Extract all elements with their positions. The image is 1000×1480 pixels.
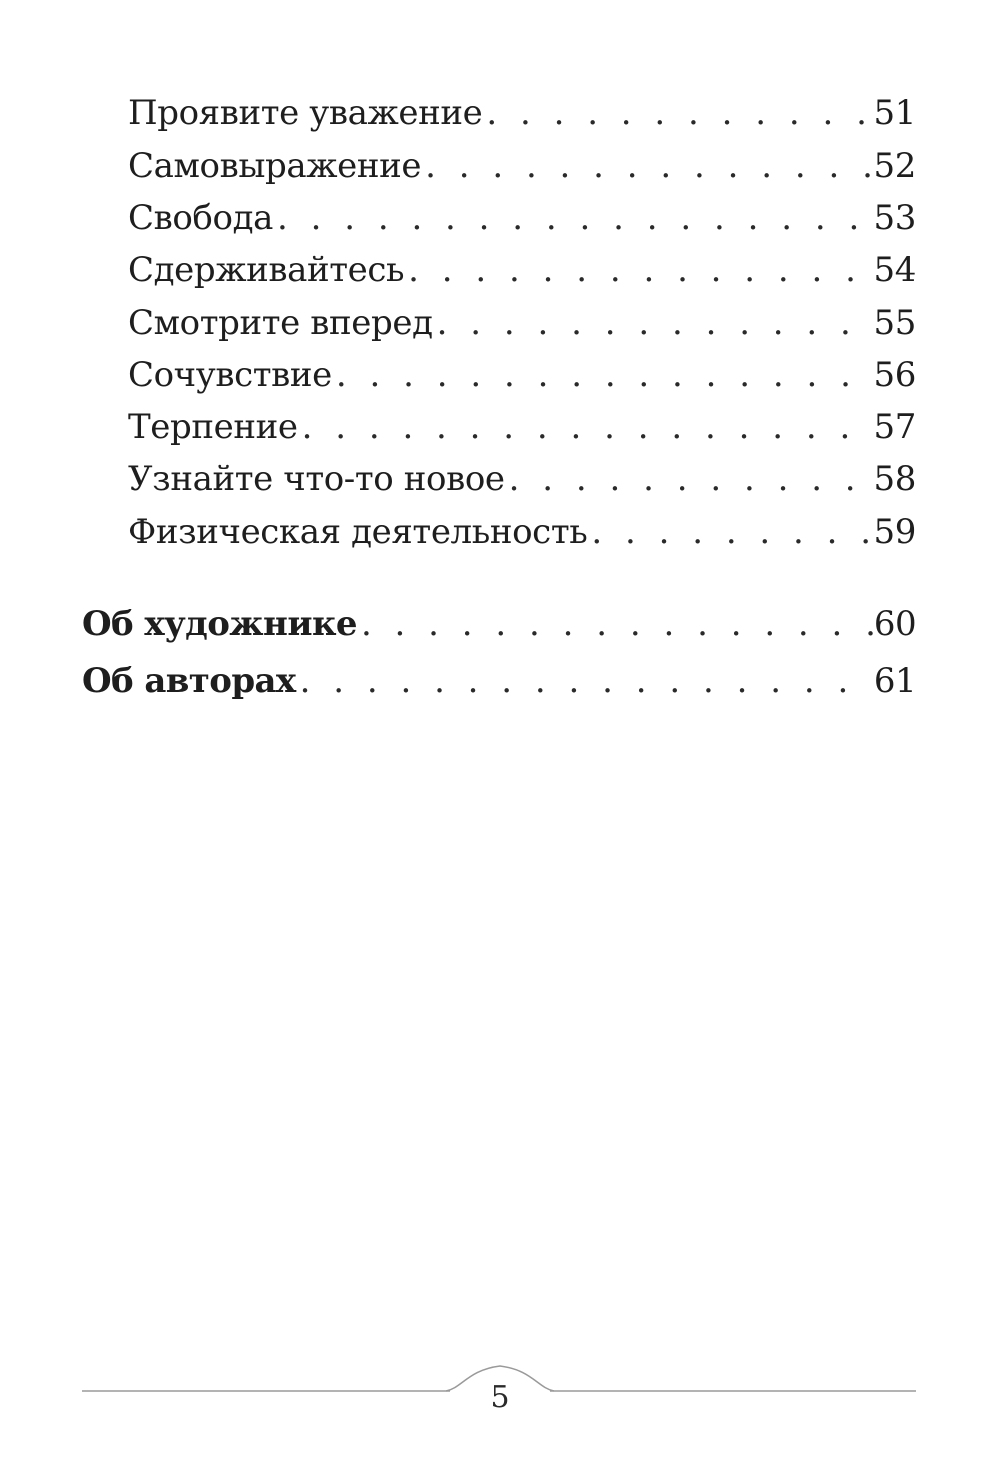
page-number: 5 <box>490 1380 510 1415</box>
toc-entry-title: Сдерживайтесь <box>128 250 405 290</box>
toc-entry-title: Самовыражение <box>128 146 422 186</box>
dot-leader <box>298 402 874 452</box>
toc-section-title: Об художнике <box>82 604 357 644</box>
toc-section-entry[interactable] <box>82 656 916 706</box>
toc-entry-page: 58 <box>873 459 916 499</box>
toc-entry-page: 51 <box>873 93 916 133</box>
toc-entry-title: Проявите уважение <box>128 93 483 133</box>
toc-section-title: Об авторах <box>82 661 296 701</box>
toc-entry-title: Сочувствие <box>128 355 332 395</box>
dot-leader <box>296 656 874 706</box>
toc-section-page: 60 <box>873 604 916 644</box>
toc-entry-page: 59 <box>873 512 916 552</box>
dot-leader <box>273 193 874 243</box>
toc-entry[interactable] <box>128 350 916 400</box>
toc-section-page: 61 <box>873 661 916 701</box>
toc-entry-page: 56 <box>873 355 916 395</box>
toc-entry-title: Физическая деятельность <box>128 512 588 552</box>
toc-section-entry[interactable] <box>82 599 916 649</box>
toc-entry-page: 52 <box>873 146 916 186</box>
dot-leader <box>587 507 873 557</box>
dot-leader <box>404 245 873 295</box>
toc-entry-title: Смотрите вперед <box>128 303 433 343</box>
toc-entry[interactable] <box>128 402 916 452</box>
toc-entry-title: Узнайте что-то новое <box>128 459 505 499</box>
toc-entry-page: 55 <box>873 303 916 343</box>
toc-entry-title: Терпение <box>128 407 298 447</box>
dot-leader <box>421 141 873 191</box>
toc-entry[interactable] <box>128 298 916 348</box>
dot-leader <box>332 350 874 400</box>
toc-entry[interactable] <box>128 454 916 504</box>
toc-entry[interactable] <box>128 507 916 557</box>
dot-leader <box>505 454 874 504</box>
toc-entry-title: Свобода <box>128 198 273 238</box>
toc-entry[interactable] <box>128 141 916 191</box>
toc-entry-page: 54 <box>873 250 916 290</box>
dot-leader <box>433 298 874 348</box>
toc-entry[interactable] <box>128 245 916 295</box>
toc-entry[interactable] <box>128 193 916 243</box>
dot-leader <box>482 88 873 138</box>
toc-entry-page: 57 <box>873 407 916 447</box>
toc-entry[interactable] <box>128 88 916 138</box>
dot-leader <box>357 599 874 649</box>
toc-entry-page: 53 <box>873 198 916 238</box>
page-footer <box>0 1350 1000 1440</box>
